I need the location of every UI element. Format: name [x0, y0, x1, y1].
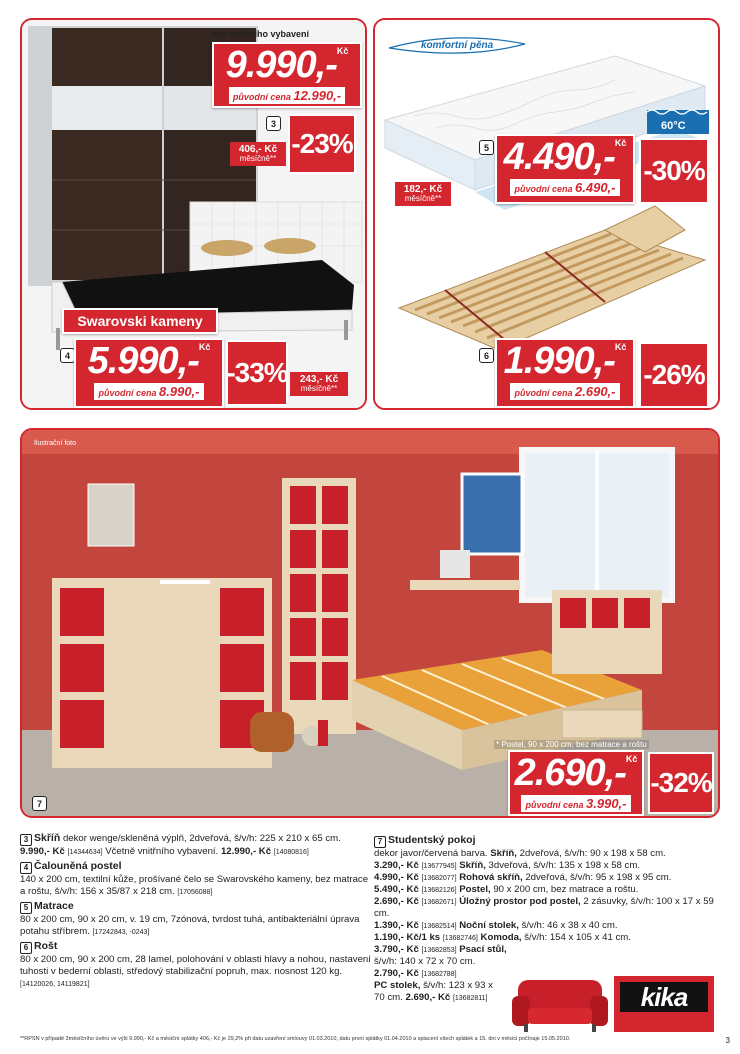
discount-frame: -26% — [639, 342, 709, 408]
desc-item-6: 6 Rošt 80 x 200 cm, 90 x 200 cm, 28 lamel, polohování v oblasti hlavy a nohou, nastavení tuhosti v bederní oblasti, středový stabilizační popruh, max. nosnost 120 kg. [14120026, 14119821] — [20, 939, 371, 988]
offer-panel-student-room — [20, 428, 720, 818]
item-number-7: 7 — [32, 796, 47, 811]
desc-item-5: 5 Matrace 80 x 200 cm, 90 x 20 cm, v. 19 cm, 7zónová, tvrdost tuhá, antibakteriální úprava potahu stříbrem. [17242843, -0243] — [20, 899, 360, 937]
monthly-payment-mattress: 182,- Kč měsíčně** — [395, 182, 451, 206]
credit-footnote: **RPSN v případě 3měsíčního úvěru ve výši 9.990,- Kč a měsíční splátky 406,- Kč je 29,2% při datu uzavření smlouvy 01.03.2010, datu první splátky 01.04.2010 a splacení všech splátek a 15. dni v měsíci počínaje 15.05.2010. — [20, 1036, 571, 1042]
price-bed: 5.990,- — [87, 340, 199, 382]
monthly-payment-wardrobe: 406,- Kč měsíčně** — [230, 142, 286, 166]
original-price-bed: původní cena 8.990,- — [94, 383, 203, 400]
comfort-foam-label: komfortní pěna — [421, 40, 494, 51]
currency-label: Kč — [614, 342, 627, 352]
armchair-image — [512, 976, 608, 1034]
desc-item-3: 3 Skříň dekor wenge/skleněná výplň, 2dveřová, š/v/h: 225 x 210 x 65 cm. 9.990,- Kč [14344634] Včetně vnitřního vybavení. 12.990,- Kč [14080816] — [20, 832, 341, 857]
monthly-payment-bed: 243,- Kč měsíčně** — [290, 372, 348, 396]
price-wardrobe: 9.990,- — [225, 44, 337, 86]
discount-bed: -33% — [226, 340, 288, 406]
bed-note: * Postel, 90 x 200 cm, bez matrace a roštu — [496, 740, 647, 749]
item-number-5: 5 — [479, 140, 494, 155]
page-number: 3 — [725, 1036, 730, 1045]
original-price-mattress: původní cena 6.490,- — [510, 179, 619, 196]
price-student-bed: 2.690,- — [514, 752, 626, 794]
discount-wardrobe: -23% — [288, 114, 356, 174]
original-price-student-bed: původní cena 3.990,- — [521, 795, 630, 812]
original-price-frame: původní cena 2.690,- — [510, 383, 619, 400]
banner-swarovski: Swarovski kameny — [62, 308, 218, 334]
kika-logo: kika — [614, 976, 714, 1032]
price-box-mattress — [495, 134, 635, 204]
offer-panel-wardrobe-bed — [20, 18, 367, 410]
currency-label: Kč — [614, 138, 627, 148]
original-price-wardrobe: původní cena 12.990,- — [229, 87, 345, 104]
item-number-4: 4 — [60, 348, 75, 363]
desc-item-4: 4 Čalouněná postel 140 x 200 cm, textilní kůže, prošívané čelo se Swarovského kameny, bez matrace a roštu, š/v/h: 156 x 35/87 x 218 cm. [17056088] — [20, 859, 369, 897]
item-number-3: 3 — [266, 116, 281, 131]
discount-mattress: -30% — [639, 138, 709, 204]
item-number-5: 5 — [20, 902, 32, 914]
currency-label: Kč — [198, 342, 211, 352]
offer-panel-mattress-frame — [373, 18, 720, 410]
currency-label: Kč — [336, 46, 349, 56]
illustration-note: Ilustrační foto — [34, 440, 77, 447]
product-descriptions-right: 7 Studentský pokoj dekor javor/červená barva. Skříň, 2dveřová, š/v/h: 90 x 198 x 58 cm. 3.290,- Kč [13677945] Skříň, 3dveřová, š/v/h: 135 x 198 x 58 cm. 4.990,- Kč [13682077] Rohová skříň, 2dveřová, š/v/h: 95 x 198 x 95 cm. 5.490,- Kč [13682126] Postel, 90 x 200 cm, bez matrace a roštu. 2.690,- Kč [13682671] Úložný prostor pod postel, 2 zásuvky, š/v/h: 100 x 17 x 59 cm. 1.390,- Kč [13682514] Noční stolek, š/v/h: 46 x 38 x 40 cm. 1.190,- Kč/1 ks [13682746] Komoda, š/v/h: 154 x 105 x 41 cm. 3.790,- Kč [13682853] Psací stůl, š/v/h: 140 x 72 x 70 cm. 2.790,- Kč [13682788] PC stolek, š/v/h: 123 x 93 x 70 cm. 2.690,- Kč [13682811] — [374, 834, 714, 1003]
item-number-6: 6 — [479, 348, 494, 363]
price-box-wardrobe — [212, 42, 362, 108]
item-number-4: 4 — [20, 862, 32, 874]
price-mattress: 4.490,- — [503, 136, 615, 178]
discount-student-bed: -32% — [648, 752, 714, 814]
item-number-7: 7 — [374, 836, 386, 848]
item-number-3: 3 — [20, 834, 32, 846]
price-box-bed — [74, 338, 224, 408]
item-number-6: 6 — [20, 942, 32, 954]
price-box-frame — [495, 338, 635, 408]
currency-label: Kč — [625, 754, 638, 764]
price-frame: 1.990,- — [503, 340, 615, 382]
no-interior-note: bez vnitřního vybavení — [212, 29, 310, 39]
temperature-label: 60°C — [661, 120, 686, 132]
product-descriptions-left — [20, 832, 372, 990]
price-box-student-room — [508, 750, 644, 816]
